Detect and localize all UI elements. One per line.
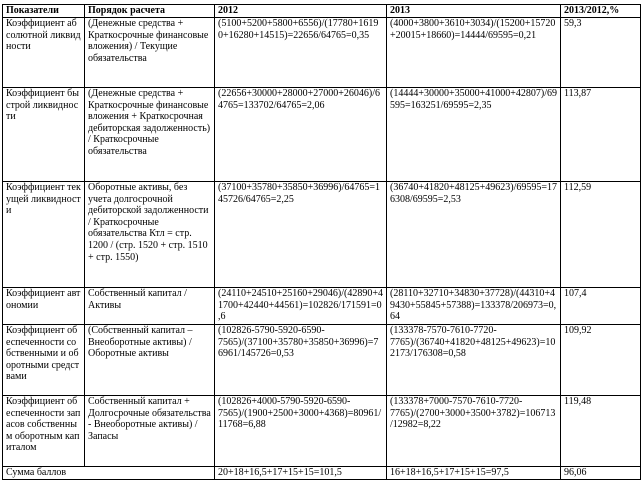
ratio-cell: 59,3 xyxy=(561,18,641,88)
header-method: Порядок расчета xyxy=(85,5,215,18)
ratio-cell: 107,4 xyxy=(561,288,641,325)
table-row xyxy=(3,288,641,325)
indicator-cell: Коэффициент обеспеченности собственными и оборотными средствами xyxy=(3,325,85,396)
value-2012-cell: (102826+4000-5790-5920-6590-7565)/(1900+2500+3000+4368)=80961/11768=6,88 xyxy=(215,396,387,467)
method-cell: (Денежные средства + Краткосрочные финансовые вложения) / Текущие обязательства xyxy=(85,18,215,88)
value-2013-cell: (133378-7570-7610-7720-7765)/(36740+41820+48125+49623)=102173/176308=0,58 xyxy=(387,325,561,396)
table-row xyxy=(3,18,641,88)
total-2012-cell: 20+18+16,5+17+15+15=101,5 xyxy=(215,467,387,480)
method-cell: (Денежные средства + Краткосрочные финансовые вложения + Краткосрочная дебиторская задолженность) / Краткосрочные обязательства xyxy=(85,88,215,182)
header-2012: 2012 xyxy=(215,5,387,18)
method-cell: Собственный капитал / Активы xyxy=(85,288,215,325)
table-row xyxy=(3,396,641,467)
method-cell: Оборотные активы, без учета долгосрочной дебиторской задолженности / Краткосрочные обязательства Ктл = стр. 1200 / (стр. 1520 + стр. 1510 + стр. 1550) xyxy=(85,182,215,288)
header-ratio: 2013/2012,% xyxy=(561,5,641,18)
total-2013-cell: 16+18+16,5+17+15+15=97,5 xyxy=(387,467,561,480)
indicator-cell: Коэффициент автономии xyxy=(3,288,85,325)
value-2013-cell: (14444+30000+35000+41000+42807)/69595=163251/69595=2,35 xyxy=(387,88,561,182)
total-row xyxy=(3,467,641,480)
total-label: Сумма баллов xyxy=(3,467,215,480)
indicator-cell: Коэффициент быстрой ликвидности xyxy=(3,88,85,182)
value-2013-cell: (28110+32710+34830+37728)/(44310+49430+55845+57388)=133378/206973=0,64 xyxy=(387,288,561,325)
header-2013: 2013 xyxy=(387,5,561,18)
table-row xyxy=(3,88,641,182)
value-2012-cell: (102826-5790-5920-6590-7565)/(37100+35780+35850+36996)=76961/145726=0,53 xyxy=(215,325,387,396)
indicator-cell: Коэффициент абсолютной ликвидности xyxy=(3,18,85,88)
ratio-cell: 109,92 xyxy=(561,325,641,396)
indicator-cell: Коэффициент текущей ликвидности xyxy=(3,182,85,288)
table-header-row xyxy=(3,5,641,18)
total-ratio-cell: 96,06 xyxy=(561,467,641,480)
ratio-cell: 112,59 xyxy=(561,182,641,288)
header-indicator: Показатели xyxy=(3,5,85,18)
table-row xyxy=(3,182,641,288)
value-2012-cell: (22656+30000+28000+27000+26046)/64765=133702/64765=2,06 xyxy=(215,88,387,182)
value-2013-cell: (133378+7000-7570-7610-7720-7765)/(2700+3000+3500+3782)=106713/12982=8,22 xyxy=(387,396,561,467)
ratio-cell: 113,87 xyxy=(561,88,641,182)
value-2013-cell: (4000+3800+3610+3034)/(15200+15720+20015+18660)=14444/69595=0,21 xyxy=(387,18,561,88)
value-2012-cell: (5100+5200+5800+6556)/(17780+16190+16280+14515)=22656/64765=0,35 xyxy=(215,18,387,88)
method-cell: Собственный капитал + Долгосрочные обязательства - Внеоборотные активы) / Запасы xyxy=(85,396,215,467)
ratio-cell: 119,48 xyxy=(561,396,641,467)
method-cell: (Собственный капитал – Внеоборотные активы) / Оборотные активы xyxy=(85,325,215,396)
value-2012-cell: (37100+35780+35850+36996)/64765=145726/64765=2,25 xyxy=(215,182,387,288)
table-row xyxy=(3,325,641,396)
value-2013-cell: (36740+41820+48125+49623)/69595=176308/69595=2,53 xyxy=(387,182,561,288)
indicator-cell: Коэффициент обеспеченности запасов собственным оборотным капиталом xyxy=(3,396,85,467)
liquidity-ratios-table xyxy=(2,4,641,480)
value-2012-cell: (24110+24510+25160+29046)/(42890+41700+42440+44561)=102826/171591=0,6 xyxy=(215,288,387,325)
